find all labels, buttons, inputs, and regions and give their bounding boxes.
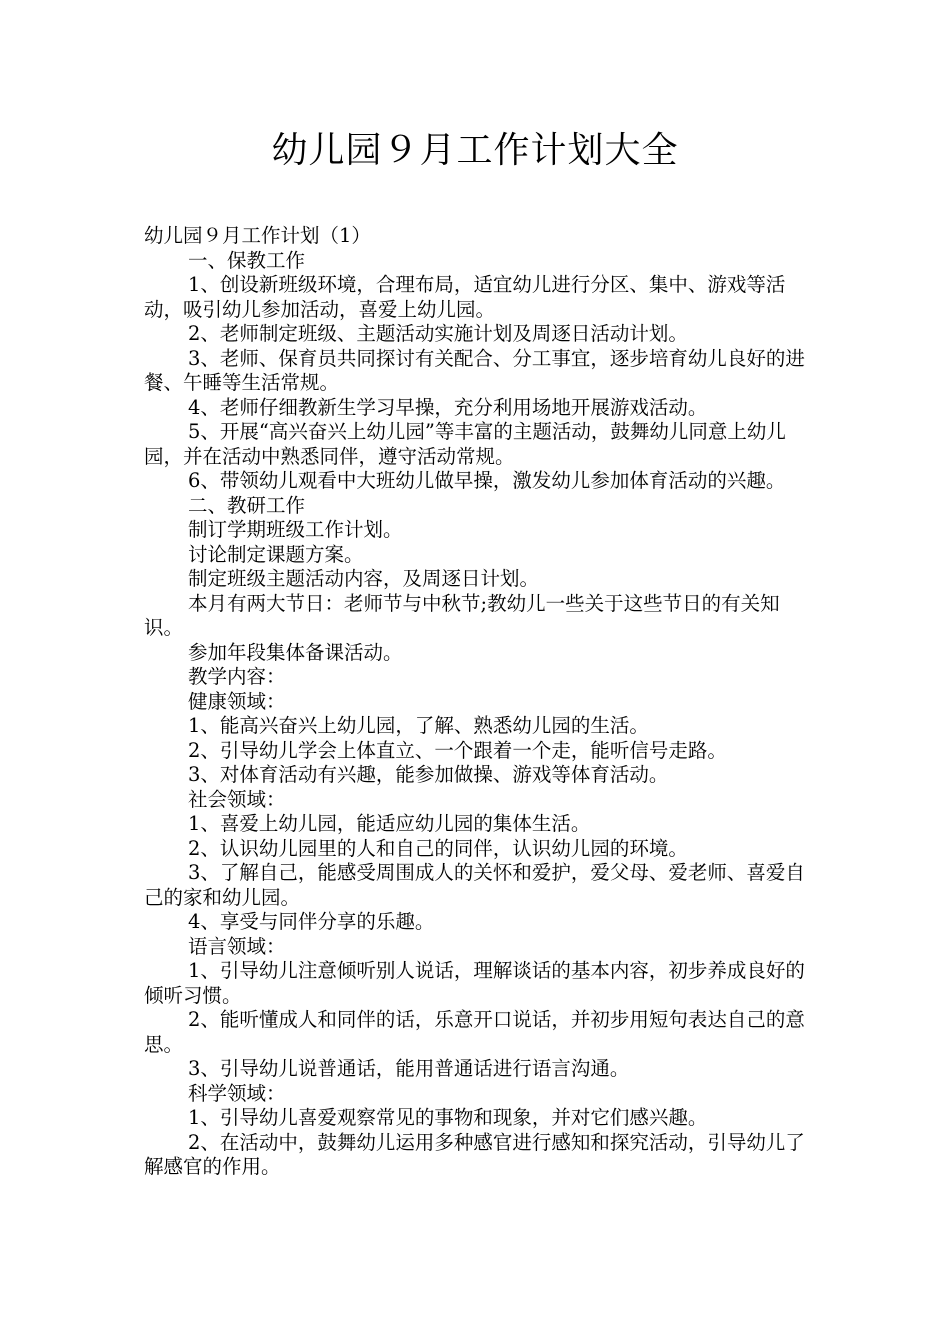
paragraph: 3、了解自己，能感受周围成人的关怀和爱护，爱父母、爱老师、喜爱自己的家和幼儿园。 — [144, 861, 805, 909]
paragraph: 2、能听懂成人和同伴的话，乐意开口说话，并初步用短句表达自己的意思。 — [144, 1008, 805, 1056]
heading-social-domain: 社会领域： — [188, 787, 286, 811]
paragraph: 2、在活动中，鼓舞幼儿运用多种感官进行感知和探究活动，引导幼儿了解感官的作用。 — [144, 1130, 805, 1178]
paragraph: 2、老师制定班级、主题活动实施计划及周逐日活动计划。 — [188, 322, 688, 345]
paragraph: 1、创设新班级环境，合理布局，适宜幼儿进行分区、集中、游戏等活动，吸引幼儿参加活动，喜爱上幼儿园。 — [144, 273, 786, 321]
paragraph: 3、老师、保育员共同探讨有关配合、分工事宜，逐步培育幼儿良好的进餐、午睡等生活常规。 — [144, 346, 805, 394]
document-title: 幼儿园９月工作计划大全 — [271, 130, 679, 171]
paragraph: 参加年段集体备课活动。 — [188, 640, 403, 664]
paragraph: 1、引导幼儿喜爱观察常见的事物和现象，并对它们感兴趣。 — [188, 1106, 708, 1129]
paragraph: 制订学期班级工作计划。 — [188, 518, 403, 541]
paragraph: 1、能高兴奋兴上幼儿园，了解、熟悉幼儿园的生活。 — [188, 714, 649, 737]
paragraph: 1、引导幼儿注意倾听别人说话，理解谈话的基本内容，初步养成良好的倾听习惯。 — [144, 959, 805, 1007]
heading-teaching-research: 二、教研工作 — [188, 493, 306, 517]
heading-language-domain: 语言领域： — [188, 934, 286, 958]
paragraph: 5、开展“高兴奋兴上幼儿园”等丰富的主题活动，鼓舞幼儿同意上幼儿园，并在活动中熟悉同伴，遵守活动常规。 — [144, 420, 786, 468]
document-body — [144, 224, 816, 1180]
paragraph: 2、认识幼儿园里的人和自己的同伴，认识幼儿园的环境。 — [188, 836, 688, 860]
section-heading: 幼儿园９月工作计划（1） — [144, 224, 371, 247]
heading-health-domain: 健康领域： — [188, 689, 286, 713]
heading-teaching-content: 教学内容： — [188, 665, 286, 688]
heading-care-education: 一、保教工作 — [188, 248, 306, 272]
paragraph: 制定班级主题活动内容，及周逐日计划。 — [188, 567, 540, 590]
paragraph: 讨论制定课题方案。 — [188, 542, 364, 566]
paragraph: 4、享受与同伴分享的乐趣。 — [188, 910, 435, 933]
paragraph: 本月有两大节日：老师节与中秋节;教幼儿一些关于这些节日的有关知识。 — [144, 591, 780, 639]
paragraph: 2、引导幼儿学会上体直立、一个跟着一个走，能听信号走路。 — [188, 738, 727, 762]
paragraph: 3、对体育活动有兴趣，能参加做操、游戏等体育活动。 — [188, 763, 669, 786]
heading-science-domain: 科学领域： — [188, 1081, 286, 1105]
paragraph: 6、带领幼儿观看中大班幼儿做早操，激发幼儿参加体育活动的兴趣。 — [188, 469, 786, 492]
paragraph: 3、引导幼儿说普通话，能用普通话进行语言沟通。 — [188, 1057, 630, 1080]
paragraph: 1、喜爱上幼儿园，能适应幼儿园的集体生活。 — [188, 812, 591, 835]
paragraph: 4、老师仔细教新生学习早操，充分利用场地开展游戏活动。 — [188, 395, 708, 419]
